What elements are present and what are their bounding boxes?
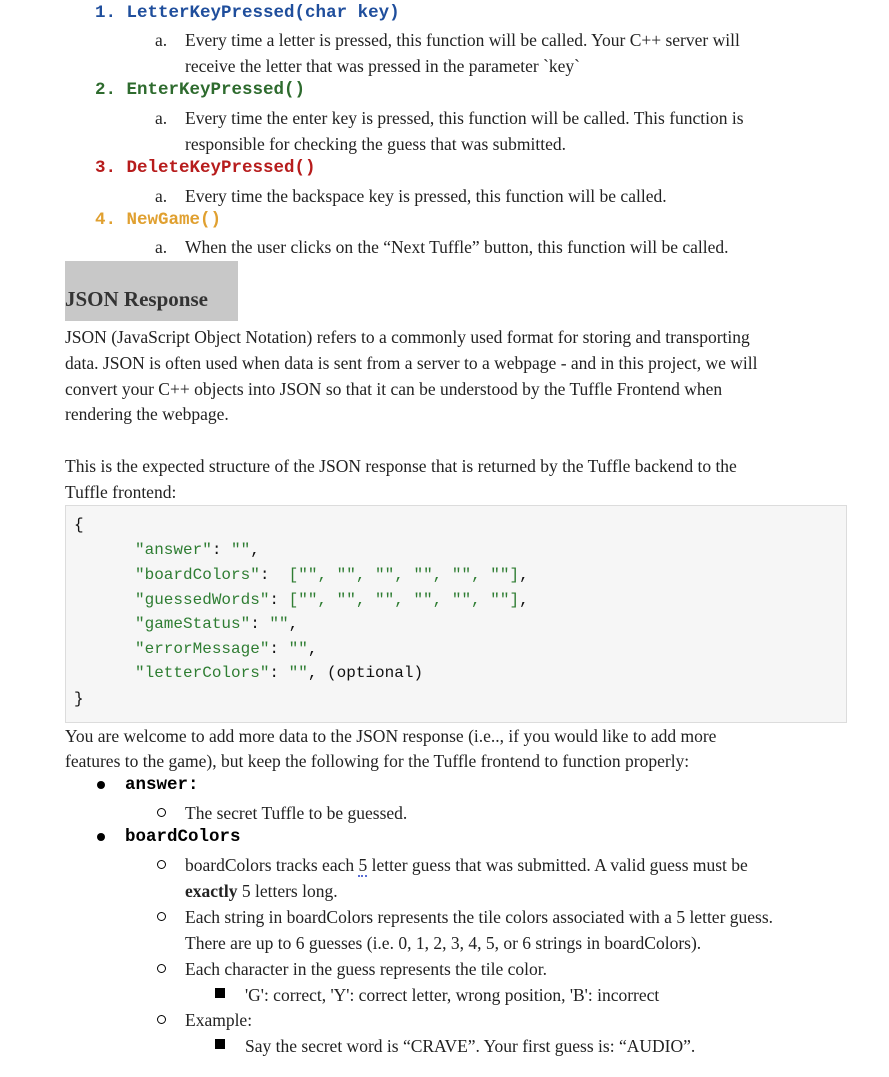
function-description-line: responsible for checking the guess that was submitted. <box>185 134 567 154</box>
section-heading: JSON Response <box>65 287 208 311</box>
sub-marker: a. <box>155 186 168 206</box>
code-value: "" <box>288 664 308 682</box>
number-word: 5 <box>358 855 368 875</box>
code-key: "answer" <box>135 541 212 559</box>
sub-marker: a. <box>155 237 168 257</box>
code-key: "boardColors" <box>135 566 260 584</box>
answer-description: The secret Tuffle to be guessed. <box>185 803 408 823</box>
boardcolors-detail-1 <box>185 852 748 878</box>
code-sep: : <box>269 591 289 609</box>
code-key: "errorMessage" <box>135 640 270 658</box>
code-value: "" <box>231 541 251 559</box>
function-description-line: Every time the enter key is pressed, this function will be called. This function is <box>185 108 744 128</box>
code-line-guessedwords <box>135 588 529 613</box>
code-key: "gameStatus" <box>135 615 251 633</box>
code-sep: : <box>250 615 270 633</box>
circle-bullet-icon <box>157 964 166 973</box>
function-name: EnterKeyPressed() <box>126 80 306 100</box>
function-description-line: When the user clicks on the “Next Tuffle” button, this function will be called. <box>185 237 729 257</box>
code-key: "guessedWords" <box>135 591 270 609</box>
code-sep: : <box>269 640 289 658</box>
paragraph-line: rendering the webpage. <box>65 404 229 424</box>
function-name: DeleteKeyPressed() <box>126 158 316 178</box>
function-item-1 <box>95 2 400 24</box>
paragraph-line: This is the expected structure of the JSON response that is returned by the Tuffle backend to the <box>65 456 737 476</box>
color-codes: 'G': correct, 'Y': correct letter, wrong position, 'B': incorrect <box>245 985 660 1005</box>
square-bullet-icon <box>215 1039 225 1049</box>
sub-marker: a. <box>155 30 168 50</box>
paragraph-line: Tuffle frontend: <box>65 482 177 502</box>
code-value: "" <box>269 615 289 633</box>
circle-bullet-icon <box>157 1015 166 1024</box>
code-line-boardcolors <box>135 563 529 588</box>
boardcolors-detail-2: Each string in boardColors represents the tile colors associated with a 5 letter guess. <box>185 907 774 927</box>
code-tail: , <box>519 591 529 609</box>
field-name-boardcolors: boardColors <box>125 827 241 847</box>
function-name: LetterKeyPressed(char key) <box>126 3 400 23</box>
sub-marker: a. <box>155 108 168 128</box>
code-tail: , <box>307 640 318 658</box>
function-item-4 <box>95 209 221 231</box>
code-brace-open: { <box>74 516 84 534</box>
item-number: 4. <box>95 210 117 230</box>
code-sep: : <box>269 664 289 682</box>
code-value: ["", "", "", "", "", ""] <box>288 591 520 609</box>
field-name-answer: answer: <box>125 775 199 795</box>
function-description-line: Every time a letter is pressed, this function will be called. Your C++ server will <box>185 30 740 50</box>
code-sep: : <box>259 566 289 584</box>
code-tail: , <box>288 615 299 633</box>
bullet-icon <box>97 781 105 789</box>
code-tail: , <box>519 566 529 584</box>
code-key: "letterColors" <box>135 664 270 682</box>
square-bullet-icon <box>215 988 225 998</box>
paragraph-line: You are welcome to add more data to the JSON response (i.e.., if you would like to add more <box>65 726 717 746</box>
code-tail: , <box>250 541 260 559</box>
example-text: Say the secret word is “CRAVE”. Your first guess is: “AUDIO”. <box>245 1036 696 1056</box>
text: letter guess that was submitted. A valid guess must be <box>367 855 748 875</box>
code-line-lettercolors <box>135 661 423 686</box>
boardcolors-detail-2-cont: There are up to 6 guesses (i.e. 0, 1, 2, 3, 4, 5, or 6 strings in boardColors). <box>185 933 702 953</box>
bullet-icon <box>97 833 105 841</box>
circle-bullet-icon <box>157 860 166 869</box>
text: boardColors tracks each <box>185 855 359 875</box>
circle-bullet-icon <box>157 808 166 817</box>
circle-bullet-icon <box>157 912 166 921</box>
item-number: 2. <box>95 80 117 100</box>
boardcolors-detail-4: Example: <box>185 1010 253 1030</box>
code-value: "" <box>288 640 308 658</box>
function-description-line: receive the letter that was pressed in the parameter `key` <box>185 56 581 76</box>
text: 5 letters long. <box>237 881 338 901</box>
function-item-3 <box>95 157 316 179</box>
item-number: 3. <box>95 158 117 178</box>
paragraph-line: features to the game), but keep the following for the Tuffle frontend to function properly: <box>65 751 690 771</box>
paragraph-line: convert your C++ objects into JSON so that it can be understood by the Tuffle Frontend when <box>65 379 723 399</box>
paragraph-line: JSON (JavaScript Object Notation) refers to a commonly used format for storing and transporting <box>65 327 750 347</box>
function-name: NewGame() <box>126 210 222 230</box>
item-number: 1. <box>95 3 117 23</box>
code-value: ["", "", "", "", "", ""] <box>288 566 520 584</box>
code-tail: , (optional) <box>307 664 424 682</box>
code-line-gamestatus <box>135 612 298 637</box>
function-item-2 <box>95 79 305 101</box>
bold-text: exactly <box>185 881 238 901</box>
code-line-answer <box>135 538 260 563</box>
function-description-line: Every time the backspace key is pressed, this function will be called. <box>185 186 667 206</box>
boardcolors-detail-3: Each character in the guess represents the tile color. <box>185 959 547 979</box>
paragraph-line: data. JSON is often used when data is sent from a server to a webpage - and in this project, we will <box>65 353 758 373</box>
code-brace-close: } <box>74 690 84 708</box>
code-line-errormessage <box>135 637 317 662</box>
boardcolors-detail-1-cont <box>185 878 338 904</box>
code-sep: : <box>211 541 232 559</box>
